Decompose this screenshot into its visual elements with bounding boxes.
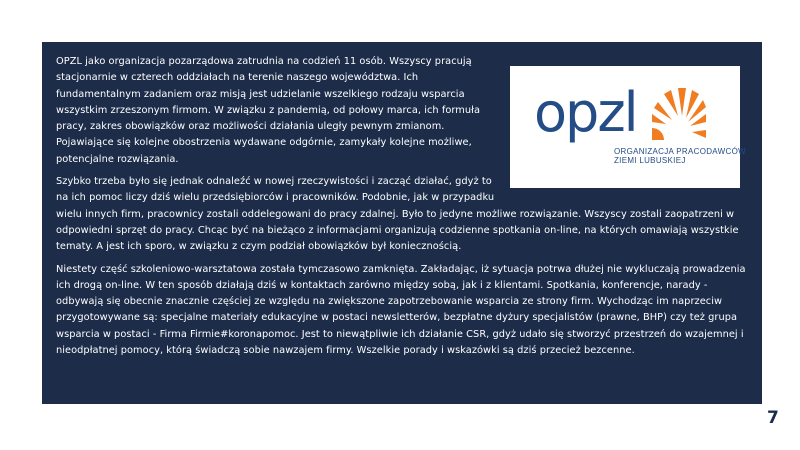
sun-rays-icon	[650, 86, 706, 142]
logo-subtitle-line2: ZIEMI LUBUSKIEJ	[614, 156, 686, 165]
logo-wordmark: opzl	[534, 81, 637, 144]
paragraph-1: OPZL jako organizacja pozarządowa zatrudnia na codzień 11 osób. Wszyscy pracują stacjonarnie w czterech oddziałach na terenie naszego województwa. Ich fundamentalnym zadaniem oraz misją jest udzielanie wszelkiego rodzaju wsparcia wszystkim zrzeszonym firmom. W związku z pandemią, od połowy marca, ich formuła pracy, zakres obowiązków oraz możliwości działania uległy pewnym zmianom. Pojawiające się kolejne obostrzenia wydawane odgórnie, zamykały kolejne możliwe, potencjalne rozwiązania.	[56, 56, 481, 165]
logo-subtitle-line1: ORGANIZACJA PRACODAWCÓW	[614, 147, 746, 156]
paragraph-2: Szybko trzeba było się jednak odnaleźć w nowej rzeczywistości i zacząć działać, gdyż to na ich pomoc liczy dziś wielu przedsiębiorców i pracowników. Podobnie, jak w przypadku wielu innych firm, pracownicy zostali oddelegowani do pracy zdalnej. Było to jedyne możliwe rozwiązanie. Wszyscy zostali zaopatrzeni w odpowiedni sprzęt do pracy. Chcąc być na bieżąco z informacjami organizują codzienne spotkania on-line, na których omawiają wszystkie tematy. A jest ich sporo, w związku z czym podział obowiązków był koniecznością.	[56, 176, 739, 253]
content-panel	[42, 42, 762, 404]
opzl-logo	[510, 66, 746, 188]
logo-subtitle	[614, 147, 746, 165]
page-number: 7	[767, 408, 779, 428]
paragraph-3: Niestety część szkoleniowo-warsztatowa została tymczasowo zamknięta. Zakładając, iż sytuacja potrwa dłużej nie wykluczają prowadzenia ich drogą on-line. W ten sposób działają dziś w kontaktach zarówno między sobą, jak i z klientami. Spotkania, konferencje, narady - odbywają się obecnie znacznie częściej ze względu na zwiększone zapotrzebowanie wsparcia ze strony firm. Wychodząc im naprzeciw przygotowywane są: specjalne materiały edukacyjne w postaci newsletterów, bezpłatne dyżury specjalistów (prawne, BHP) czy też grupa wsparcia w postaci - Firma Firmie#koronapomoc. Jest to niewątpliwie ich działanie CSR, gdyż udało się stworzyć przestrzeń do wzajemnej i nieodpłatnej pomocy, którą świadczą sobie nawzajem firmy. Wszelkie porady i wskazówki są dziś przecież bezcenne.	[56, 263, 746, 357]
